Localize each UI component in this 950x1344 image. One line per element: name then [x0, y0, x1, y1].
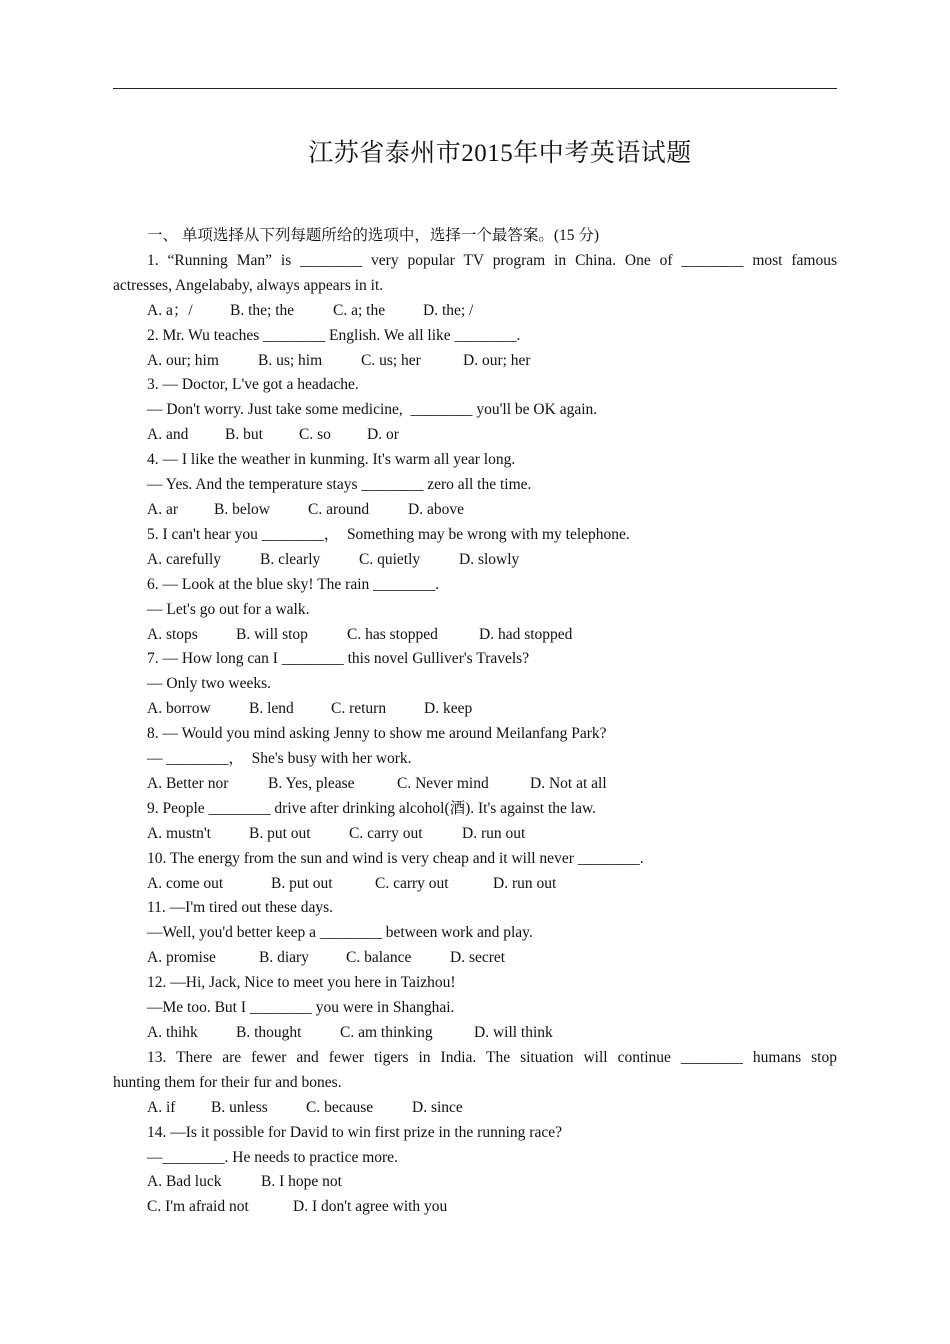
option-c: C. has stopped [347, 625, 438, 643]
options-row [113, 1195, 837, 1220]
option-c: C. Never mind [397, 774, 489, 792]
header-rule [113, 88, 837, 89]
question-stem: 3. — Doctor, L've got a headache. [147, 376, 359, 394]
option-c: C. I'm afraid not [147, 1198, 249, 1216]
question-stem: 1. “Running Man” is ________ very popular TV program in China. One of ________ most famous [147, 251, 837, 269]
option-d: D. had stopped [479, 625, 573, 643]
option-d: D. keep [424, 700, 473, 718]
option-b: B. unless [211, 1098, 268, 1116]
option-a: A. thihk [147, 1024, 198, 1041]
question-stem: — Yes. And the temperature stays ________ zero all the time. [147, 476, 532, 494]
option-a: A. our; him [147, 351, 219, 369]
options-row [113, 623, 837, 648]
options-row [113, 349, 837, 374]
question-stem: 9. People ________ drive after drinking alcohol(酒). It's against the law. [147, 799, 597, 817]
option-c: C. am thinking [340, 1024, 433, 1041]
option-d: D. above [408, 500, 464, 518]
question-stem: — ________， She's busy with her work. [147, 750, 412, 768]
option-b: B. thought [236, 1024, 302, 1041]
option-a: A. borrow [147, 700, 211, 718]
option-c: C. because [306, 1098, 374, 1116]
question-stem: 10. The energy from the sun and wind is very cheap and it will never ________. [147, 849, 644, 867]
option-d: D. run out [493, 874, 557, 892]
question-list [113, 224, 837, 1220]
options-row [113, 1021, 837, 1046]
option-d: D. Not at all [530, 774, 607, 792]
option-a: A. Bad luck [147, 1173, 222, 1191]
option-c: C. so [299, 426, 331, 444]
option-d: D. the; / [423, 301, 474, 319]
question-stem: — Only two weeks. [147, 675, 271, 693]
option-c: C. around [308, 500, 370, 518]
question-stem: —Me too. But I ________ you were in Shanghai. [147, 999, 455, 1017]
option-b: B. put out [249, 824, 311, 842]
question-stem: — Don't worry. Just take some medicine, ________ you'll be OK again. [147, 401, 598, 419]
options-row [113, 697, 837, 722]
option-a: A. stops [147, 625, 198, 643]
question-stem: 2. Mr. Wu teaches ________ English. We all like ________. [147, 326, 521, 344]
option-c: C. us; her [361, 351, 421, 369]
option-a: A. carefully [147, 550, 222, 568]
option-b: B. clearly [260, 550, 321, 568]
options-row [113, 1170, 837, 1195]
option-d: D. will think [474, 1024, 553, 1041]
option-c: C. carry out [349, 824, 423, 842]
question-stem: 6. — Look at the blue sky! The rain ________. [147, 575, 440, 593]
question-stem: 8. — Would you mind asking Jenny to show me around Meilanfang Park? [147, 725, 607, 743]
option-d: D. our; her [463, 351, 531, 369]
question-stem: —Well, you'd better keep a ________ between work and play. [147, 924, 533, 942]
options-row [113, 548, 837, 573]
options-row [113, 299, 837, 324]
options-row [113, 822, 837, 847]
option-b: B. but [225, 426, 263, 444]
question-stem: —________. He needs to practice more. [147, 1148, 398, 1166]
options-row [113, 872, 837, 897]
question-stem: 12. —Hi, Jack, Nice to meet you here in Taizhou! [147, 974, 456, 992]
option-b: B. below [214, 500, 270, 518]
options-row [113, 946, 837, 971]
option-b: B. Yes, please [268, 774, 355, 792]
option-d: D. slowly [459, 550, 520, 568]
question-stem: — Let's go out for a walk. [147, 600, 310, 618]
option-b: B. I hope not [261, 1173, 342, 1191]
question-stem: 14. —Is it possible for David to win first prize in the running race? [147, 1123, 562, 1141]
option-c: C. return [331, 700, 387, 718]
question-stem: 4. — I like the weather in kunming. It's warm all year long. [147, 451, 516, 469]
option-d: D. secret [450, 949, 506, 967]
option-b: B. will stop [236, 625, 308, 643]
question-stem: hunting them for their fur and bones. [113, 1073, 342, 1091]
question-stem: actresses, Angelababy, always appears in it. [113, 276, 384, 294]
question-stem: 5. I can't hear you ________， Something may be wrong with my telephone. [147, 525, 630, 543]
section-heading: 一、 单项选择从下列每题所给的选项中，选择一个最答案。(15 分) [147, 227, 600, 244]
options-row [113, 772, 837, 797]
option-b: B. diary [259, 949, 309, 967]
option-a: A. and [147, 426, 189, 444]
option-d: D. or [367, 426, 399, 444]
option-b: B. us; him [258, 351, 323, 369]
question-stem: 13. There are fewer and fewer tigers in India. The situation will continue ________ humans stop [147, 1048, 837, 1066]
question-stem: 7. — How long can I ________ this novel Gulliver's Travels? [147, 650, 530, 668]
option-d: D. I don't agree with you [293, 1198, 448, 1216]
option-a: A. ar [147, 500, 178, 518]
option-a: A. mustn't [147, 824, 211, 842]
option-c: C. a; the [333, 301, 386, 319]
option-b: B. put out [271, 874, 333, 892]
question-stem: 11. —I'm tired out these days. [147, 899, 334, 917]
option-b: B. the; the [230, 301, 295, 319]
option-a: A. come out [147, 874, 224, 892]
option-a: A. a；/ [147, 301, 193, 319]
option-a: A. promise [147, 949, 216, 967]
option-a: A. Better nor [147, 774, 229, 792]
option-c: C. carry out [375, 874, 449, 892]
option-c: C. balance [346, 949, 412, 967]
option-d: D. since [412, 1098, 463, 1116]
options-row [113, 423, 837, 448]
option-d: D. run out [462, 824, 526, 842]
option-c: C. quietly [359, 550, 421, 568]
options-row [113, 498, 837, 523]
option-b: B. lend [249, 700, 294, 718]
options-row [113, 1096, 837, 1121]
page-title: 江苏省泰州市2015年中考英语试题 [308, 140, 692, 167]
option-a: A. if [147, 1098, 176, 1116]
